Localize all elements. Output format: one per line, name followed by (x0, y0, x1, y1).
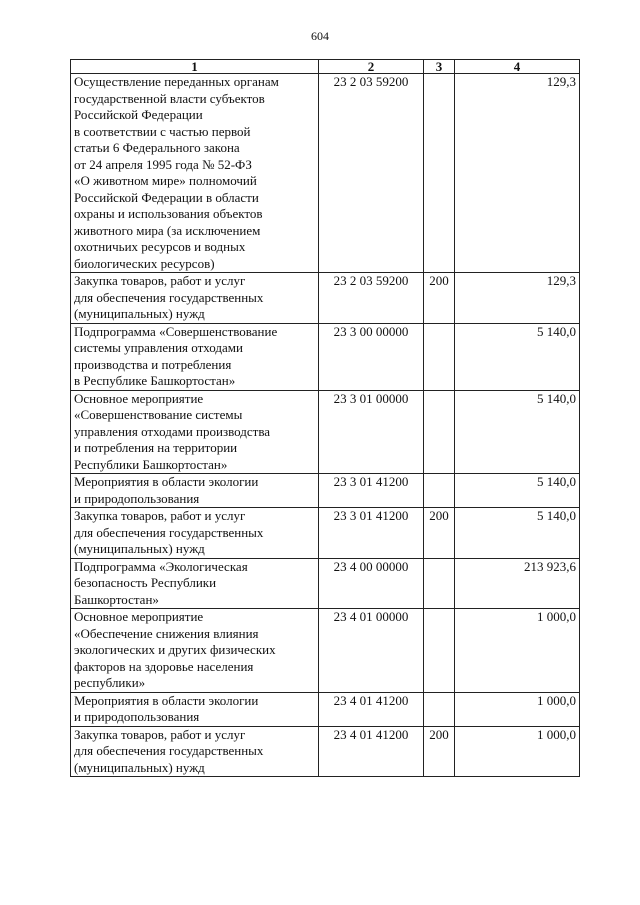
row-amount: 1 000,0 (455, 692, 580, 726)
row-target-code: 23 4 01 41200 (319, 692, 424, 726)
row-expense-type (424, 474, 455, 508)
row-target-code: 23 4 01 00000 (319, 609, 424, 693)
row-target-code: 23 2 03 59200 (319, 74, 424, 273)
table-row (71, 558, 580, 609)
row-amount: 1 000,0 (455, 726, 580, 777)
row-target-code: 23 3 00 00000 (319, 323, 424, 390)
table-row (71, 273, 580, 324)
header-col-4: 4 (455, 60, 580, 74)
table-header-row (71, 60, 580, 74)
table-row (71, 323, 580, 390)
row-name: Осуществление переданных органам государственной власти субъектов Российской Федерации в соответствии с частью первой статьи 6 Федерального закона от 24 апреля 1995 года № 52-ФЗ «О животном мире» полномочий Российской Федерации в области охраны и использования объектов животного мира (за исключением охотничьих ресурсов и водных биологических ресурсов) (71, 74, 319, 273)
header-col-3: 3 (424, 60, 455, 74)
row-expense-type (424, 692, 455, 726)
row-target-code: 23 4 00 00000 (319, 558, 424, 609)
header-col-2: 2 (319, 60, 424, 74)
row-amount: 5 140,0 (455, 390, 580, 474)
row-amount: 1 000,0 (455, 609, 580, 693)
row-amount: 129,3 (455, 273, 580, 324)
row-name: Подпрограмма «Экологическая безопасность Республики Башкортостан» (71, 558, 319, 609)
row-target-code: 23 3 01 00000 (319, 390, 424, 474)
header-col-1: 1 (71, 60, 319, 74)
row-amount: 5 140,0 (455, 508, 580, 559)
row-expense-type (424, 323, 455, 390)
table-row (71, 692, 580, 726)
row-name: Основное мероприятие «Обеспечение снижения влияния экологических и других физических факторов на здоровье населения республики» (71, 609, 319, 693)
row-name: Мероприятия в области экологии и природопользования (71, 692, 319, 726)
budget-table (70, 59, 580, 777)
table-row (71, 474, 580, 508)
row-target-code: 23 4 01 41200 (319, 726, 424, 777)
row-name: Основное мероприятие «Совершенствование системы управления отходами производства и потребления на территории Республики Башкортостан» (71, 390, 319, 474)
row-expense-type (424, 74, 455, 273)
row-expense-type: 200 (424, 508, 455, 559)
row-expense-type (424, 609, 455, 693)
table-row (71, 508, 580, 559)
row-target-code: 23 3 01 41200 (319, 508, 424, 559)
page-number: 604 (311, 29, 329, 43)
row-target-code: 23 2 03 59200 (319, 273, 424, 324)
row-expense-type: 200 (424, 726, 455, 777)
row-name: Закупка товаров, работ и услуг для обеспечения государственных (муниципальных) нужд (71, 273, 319, 324)
row-amount: 5 140,0 (455, 323, 580, 390)
row-name: Закупка товаров, работ и услуг для обеспечения государственных (муниципальных) нужд (71, 726, 319, 777)
row-expense-type (424, 390, 455, 474)
table-row (71, 609, 580, 693)
row-target-code: 23 3 01 41200 (319, 474, 424, 508)
row-amount: 5 140,0 (455, 474, 580, 508)
row-name: Мероприятия в области экологии и природопользования (71, 474, 319, 508)
table-row (71, 390, 580, 474)
table-row (71, 726, 580, 777)
table-row (71, 74, 580, 273)
row-expense-type: 200 (424, 273, 455, 324)
row-amount: 213 923,6 (455, 558, 580, 609)
row-expense-type (424, 558, 455, 609)
row-name: Подпрограмма «Совершенствование системы управления отходами производства и потребления в Республике Башкортостан» (71, 323, 319, 390)
row-name: Закупка товаров, работ и услуг для обеспечения государственных (муниципальных) нужд (71, 508, 319, 559)
row-amount: 129,3 (455, 74, 580, 273)
